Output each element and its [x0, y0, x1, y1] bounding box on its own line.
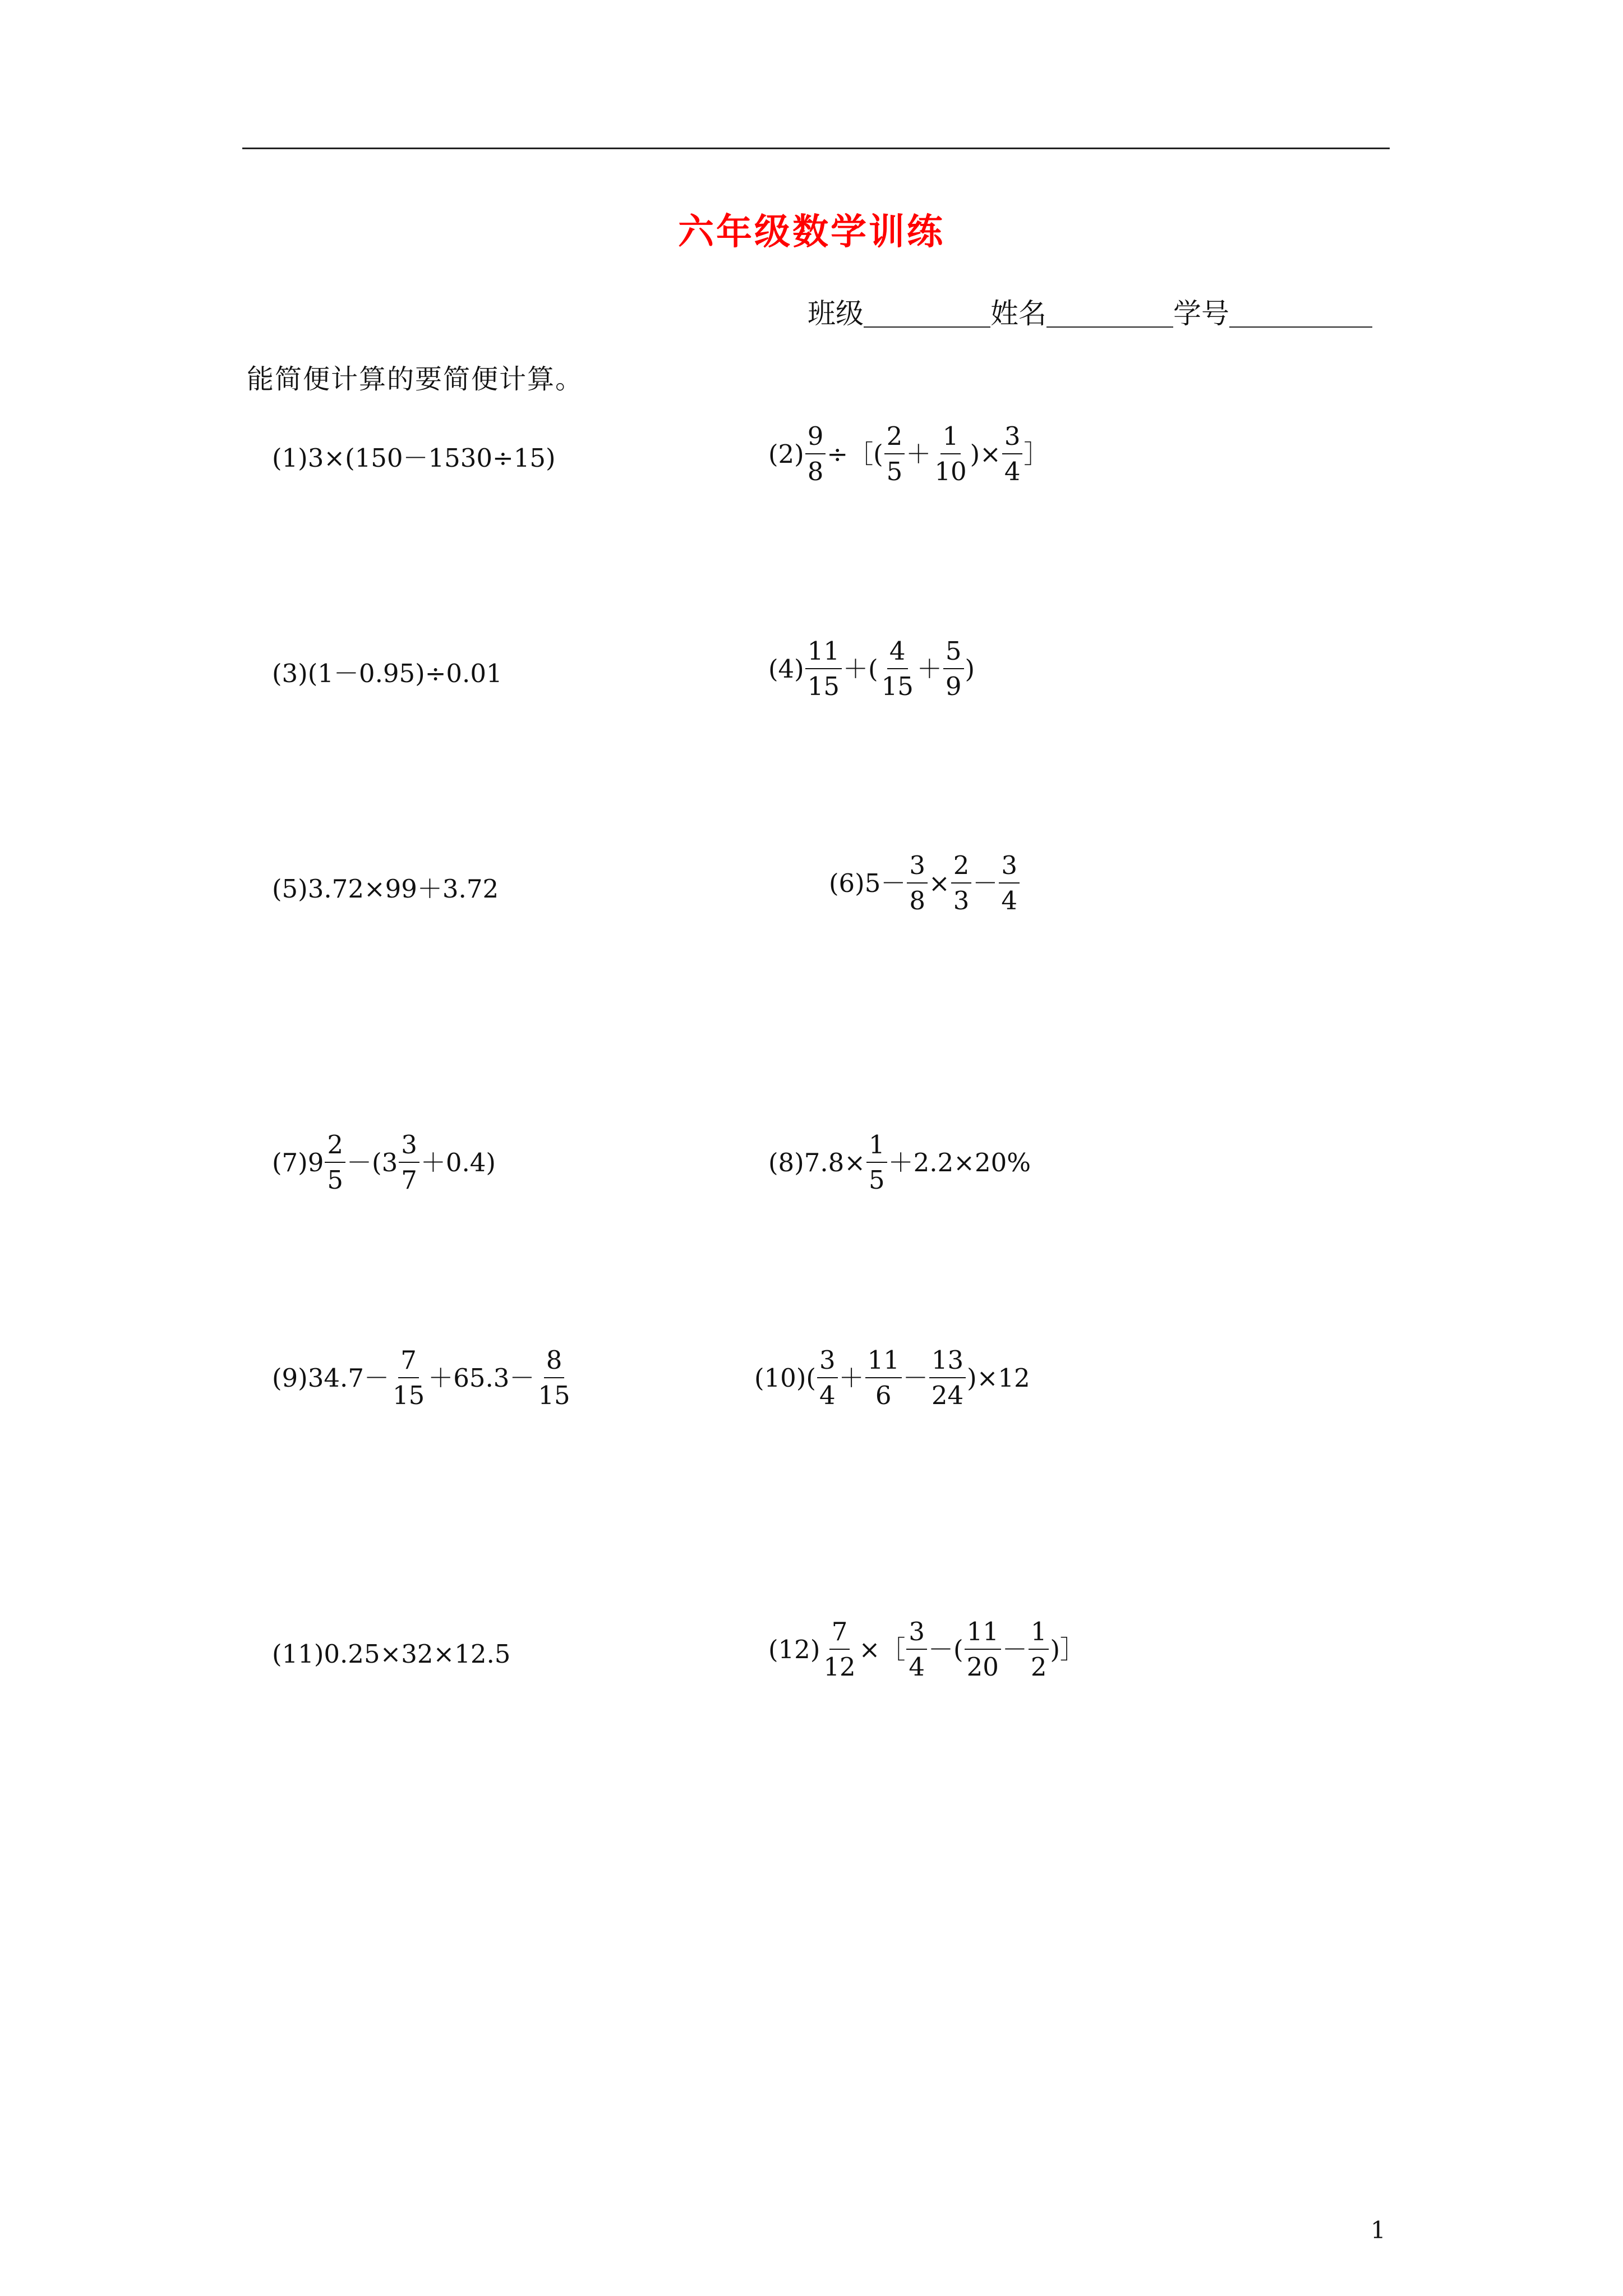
- problem-5: [272, 874, 499, 904]
- fraction: $\frac{3}{4}$: [817, 1347, 838, 1408]
- student-info-row: [808, 297, 1372, 328]
- problem-2: [768, 421, 1049, 486]
- operator: 7.8×: [804, 1147, 866, 1177]
- operator: ＋: [916, 654, 942, 684]
- problem-label: (4): [768, 654, 804, 684]
- fraction: $\frac{11}{20}$: [965, 1619, 1001, 1680]
- expression: 0.25×32×12.5: [324, 1639, 511, 1669]
- problem-9: [272, 1347, 574, 1408]
- operator: －: [1002, 1634, 1027, 1664]
- operator: －: [902, 1363, 928, 1393]
- expression: (1－0.95)÷0.01: [307, 659, 502, 688]
- fraction: $\frac{2}{5}$: [884, 424, 905, 484]
- fraction: $\frac{2}{5}$: [325, 1132, 345, 1193]
- operator: ): [965, 654, 975, 684]
- problem-label: (5): [272, 874, 308, 904]
- operator: ］: [1023, 439, 1049, 469]
- fraction: $\frac{11}{15}$: [805, 638, 842, 699]
- operator: ＋: [838, 1363, 864, 1393]
- fraction: $\frac{1}{10}$: [934, 421, 967, 486]
- problem-label: (8): [768, 1147, 804, 1177]
- problem-label: (6): [829, 868, 865, 898]
- number-label: 学号: [1173, 297, 1229, 330]
- expression: 3.72×99＋3.72: [307, 874, 499, 904]
- problem-label: (1): [272, 443, 308, 473]
- class-label: 班级: [808, 297, 864, 330]
- fraction: $\frac{3}{4}$: [999, 853, 1020, 913]
- instruction-text: 能简便计算的要简便计算。: [247, 364, 584, 395]
- problem-label: (9): [272, 1363, 308, 1393]
- operator: ＋2.2×20%: [888, 1147, 1031, 1177]
- operator: )×: [970, 439, 1001, 469]
- problem-label: (11): [272, 1639, 324, 1669]
- fraction: $\frac{1}{2}$: [1029, 1619, 1049, 1680]
- fraction: $\frac{8}{15}$: [538, 1345, 570, 1410]
- operator: ＋(: [843, 654, 878, 684]
- problem-8: [768, 1132, 1031, 1193]
- operator: ×［: [859, 1634, 906, 1664]
- fraction: $\frac{2}{3}$: [951, 853, 972, 913]
- operator: －(3: [347, 1147, 398, 1177]
- number-blank[interactable]: [1229, 297, 1372, 328]
- fraction: $\frac{9}{8}$: [805, 424, 826, 484]
- operator: )×12: [967, 1363, 1030, 1393]
- fraction: $\frac{3}{8}$: [907, 853, 928, 913]
- problem-label: (3): [272, 659, 308, 688]
- fraction: $\frac{1}{5}$: [866, 1132, 887, 1193]
- operator: ＋: [906, 439, 932, 469]
- problem-10: [754, 1347, 1030, 1408]
- operator: ＋0.4): [420, 1147, 496, 1177]
- operator: ＋65.3－: [428, 1363, 535, 1393]
- operator: ×: [929, 868, 950, 898]
- fraction: $\frac{7}{15}$: [392, 1345, 425, 1410]
- operator: ÷［(: [827, 439, 883, 469]
- problem-7: [272, 1132, 496, 1193]
- problem-label: (7): [272, 1147, 308, 1177]
- problem-label: (12): [768, 1634, 820, 1664]
- problem-6: [829, 850, 1021, 915]
- operator: (: [806, 1363, 816, 1393]
- class-blank[interactable]: [864, 297, 990, 328]
- fraction: $\frac{13}{24}$: [929, 1347, 966, 1408]
- operator: 5－: [864, 868, 906, 898]
- fraction: $\frac{7}{12}$: [823, 1617, 856, 1682]
- problem-11: [272, 1641, 510, 1667]
- expression: 3×(150－1530÷15): [307, 443, 556, 473]
- problem-3: [272, 661, 502, 686]
- fraction: $\frac{4}{15}$: [881, 636, 914, 701]
- problem-label: (10): [754, 1363, 806, 1393]
- page-title: 六年级数学训练: [678, 211, 945, 253]
- problem-12: [768, 1619, 1085, 1680]
- fraction: $\frac{3}{4}$: [906, 1619, 927, 1680]
- header-rule: [242, 148, 1390, 149]
- problem-4: [768, 638, 975, 699]
- problem-1: [272, 445, 556, 471]
- problem-label: (2): [768, 439, 804, 469]
- operator: －: [972, 868, 998, 898]
- fraction: $\frac{5}{9}$: [943, 638, 964, 699]
- operator: 9: [307, 1147, 324, 1177]
- name-label: 姓名: [990, 297, 1046, 330]
- page-number: 1: [1371, 2216, 1386, 2244]
- fraction: $\frac{3}{4}$: [1002, 424, 1023, 484]
- fraction: $\frac{11}{6}$: [865, 1347, 902, 1408]
- name-blank[interactable]: [1046, 297, 1173, 328]
- operator: )］: [1050, 1634, 1086, 1664]
- operator: 34.7－: [307, 1363, 389, 1393]
- operator: －(: [928, 1634, 963, 1664]
- fraction: $\frac{3}{7}$: [399, 1132, 419, 1193]
